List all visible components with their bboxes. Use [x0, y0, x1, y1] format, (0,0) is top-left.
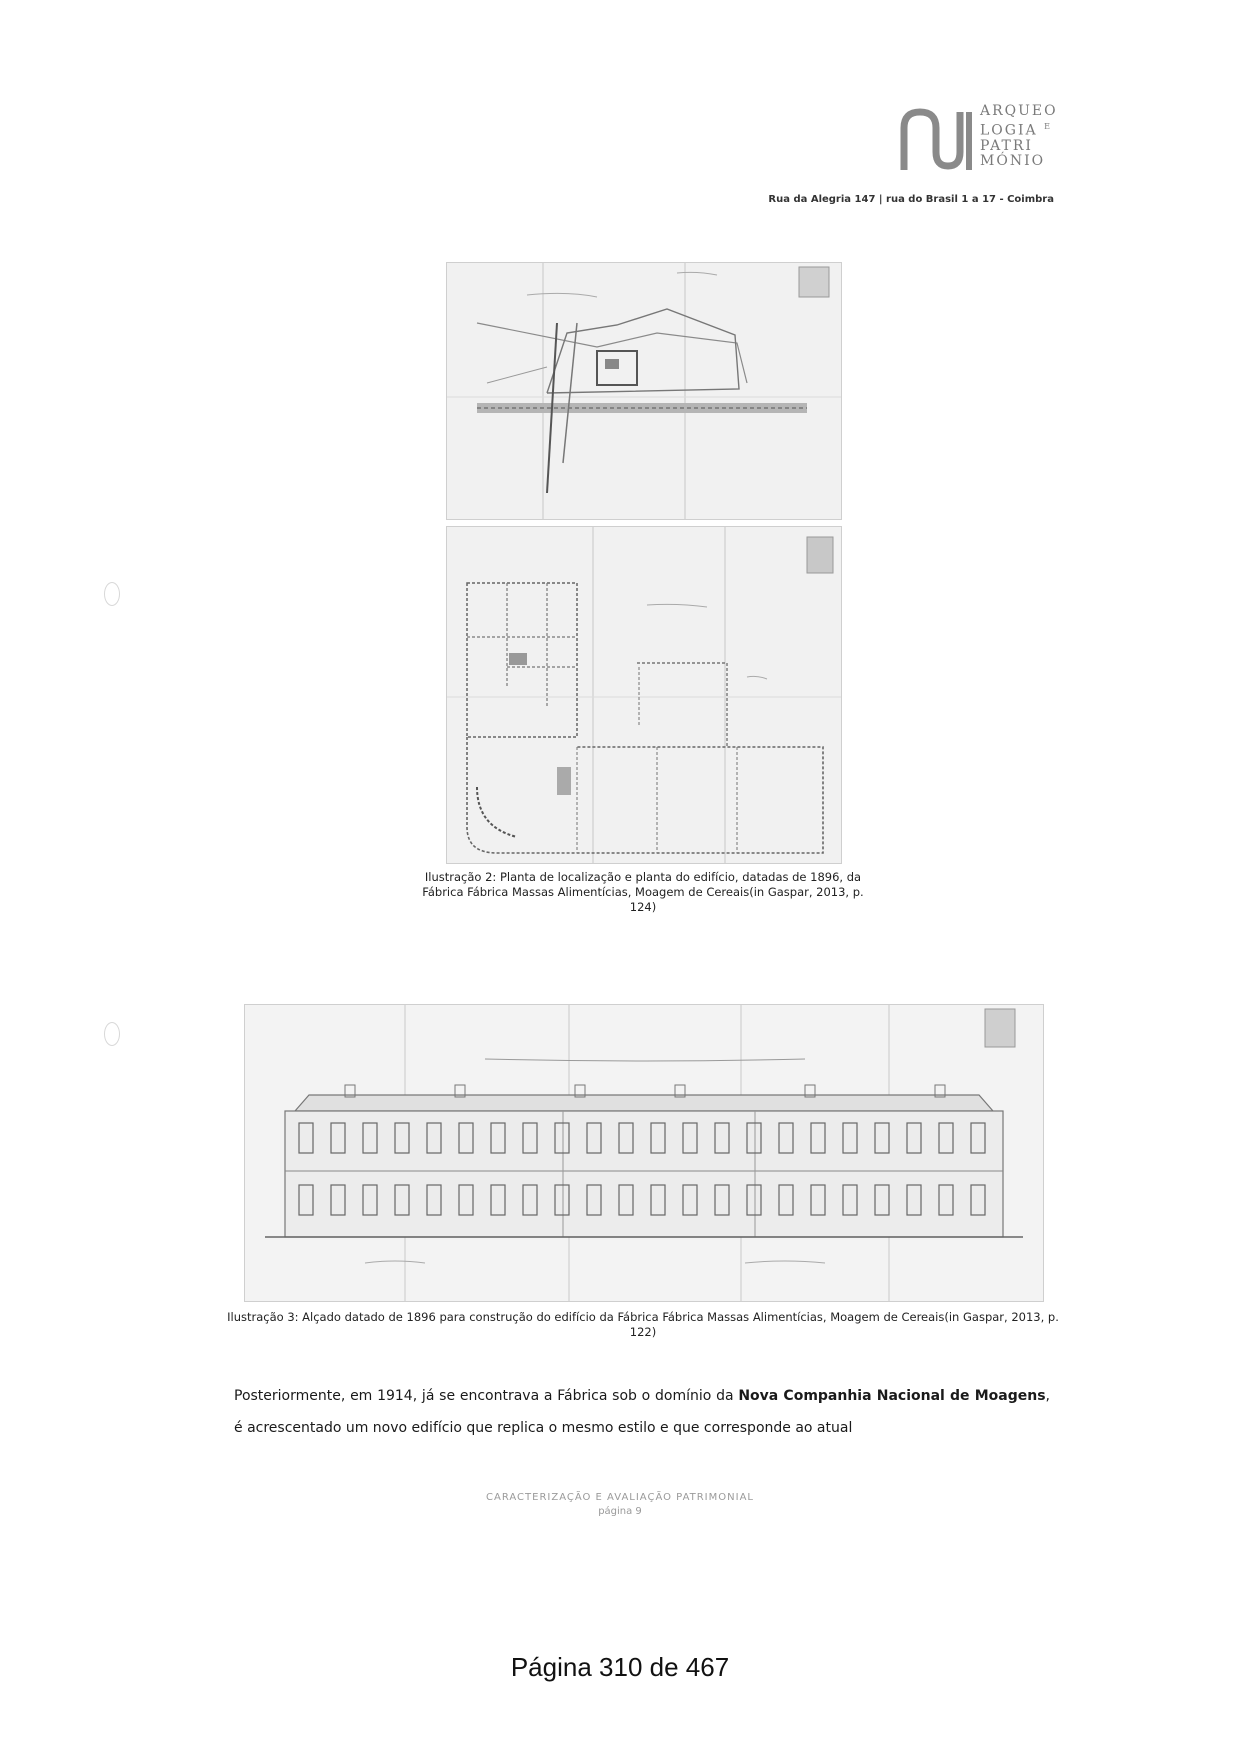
logo-line: MÓNIO — [980, 152, 1046, 169]
body-text-after: , é acrescentado um novo edifício que replica o mesmo estilo e que corresponde ao atual — [234, 1388, 1050, 1436]
illustration-3-caption: Ilustração 3: Alçado datado de 1896 para construção do edifício da Fábrica Fábrica Massas Alimentícias, Moagem de Cereais(in Gaspar, 2013, p. 122) — [227, 1310, 1059, 1339]
floor-plan-image — [446, 526, 842, 864]
margin-hole-mark — [104, 1022, 120, 1046]
company-name: Nova Companhia Nacional de Moagens — [738, 1388, 1046, 1404]
logo-line: LOGIA — [980, 122, 1038, 139]
body-paragraph — [234, 1380, 1050, 1444]
logo-amp: E — [1044, 122, 1050, 131]
location-plan-image — [446, 262, 842, 520]
header-address: Rua da Alegria 147 | rua do Brasil 1 a 17 - Coimbra — [768, 194, 1054, 205]
logo — [900, 104, 1060, 176]
logo-wordmark — [980, 104, 1058, 169]
page-number: Página 310 de 467 — [510, 1652, 730, 1682]
logo-line: PATRI — [980, 137, 1033, 154]
illustration-2-caption: Ilustração 2: Planta de localização e planta do edifício, datadas de 1896, da Fábrica Fábrica Massas Alimentícias, Moagem de Cereais(in Gaspar, 2013, p. 124) — [422, 870, 864, 914]
margin-hole-mark — [104, 582, 120, 606]
footer-page: página 9 — [598, 1506, 642, 1517]
logo-mark-icon — [900, 108, 976, 172]
logo-line: ARQUEO — [980, 103, 1058, 119]
footer-title: CARACTERIZAÇÃO E AVALIAÇÃO PATRIMONIAL — [486, 1492, 754, 1503]
elevation-drawing-image — [244, 1004, 1044, 1302]
body-text-before: Posteriormente, em 1914, já se encontrava a Fábrica sob o domínio da — [234, 1388, 739, 1404]
